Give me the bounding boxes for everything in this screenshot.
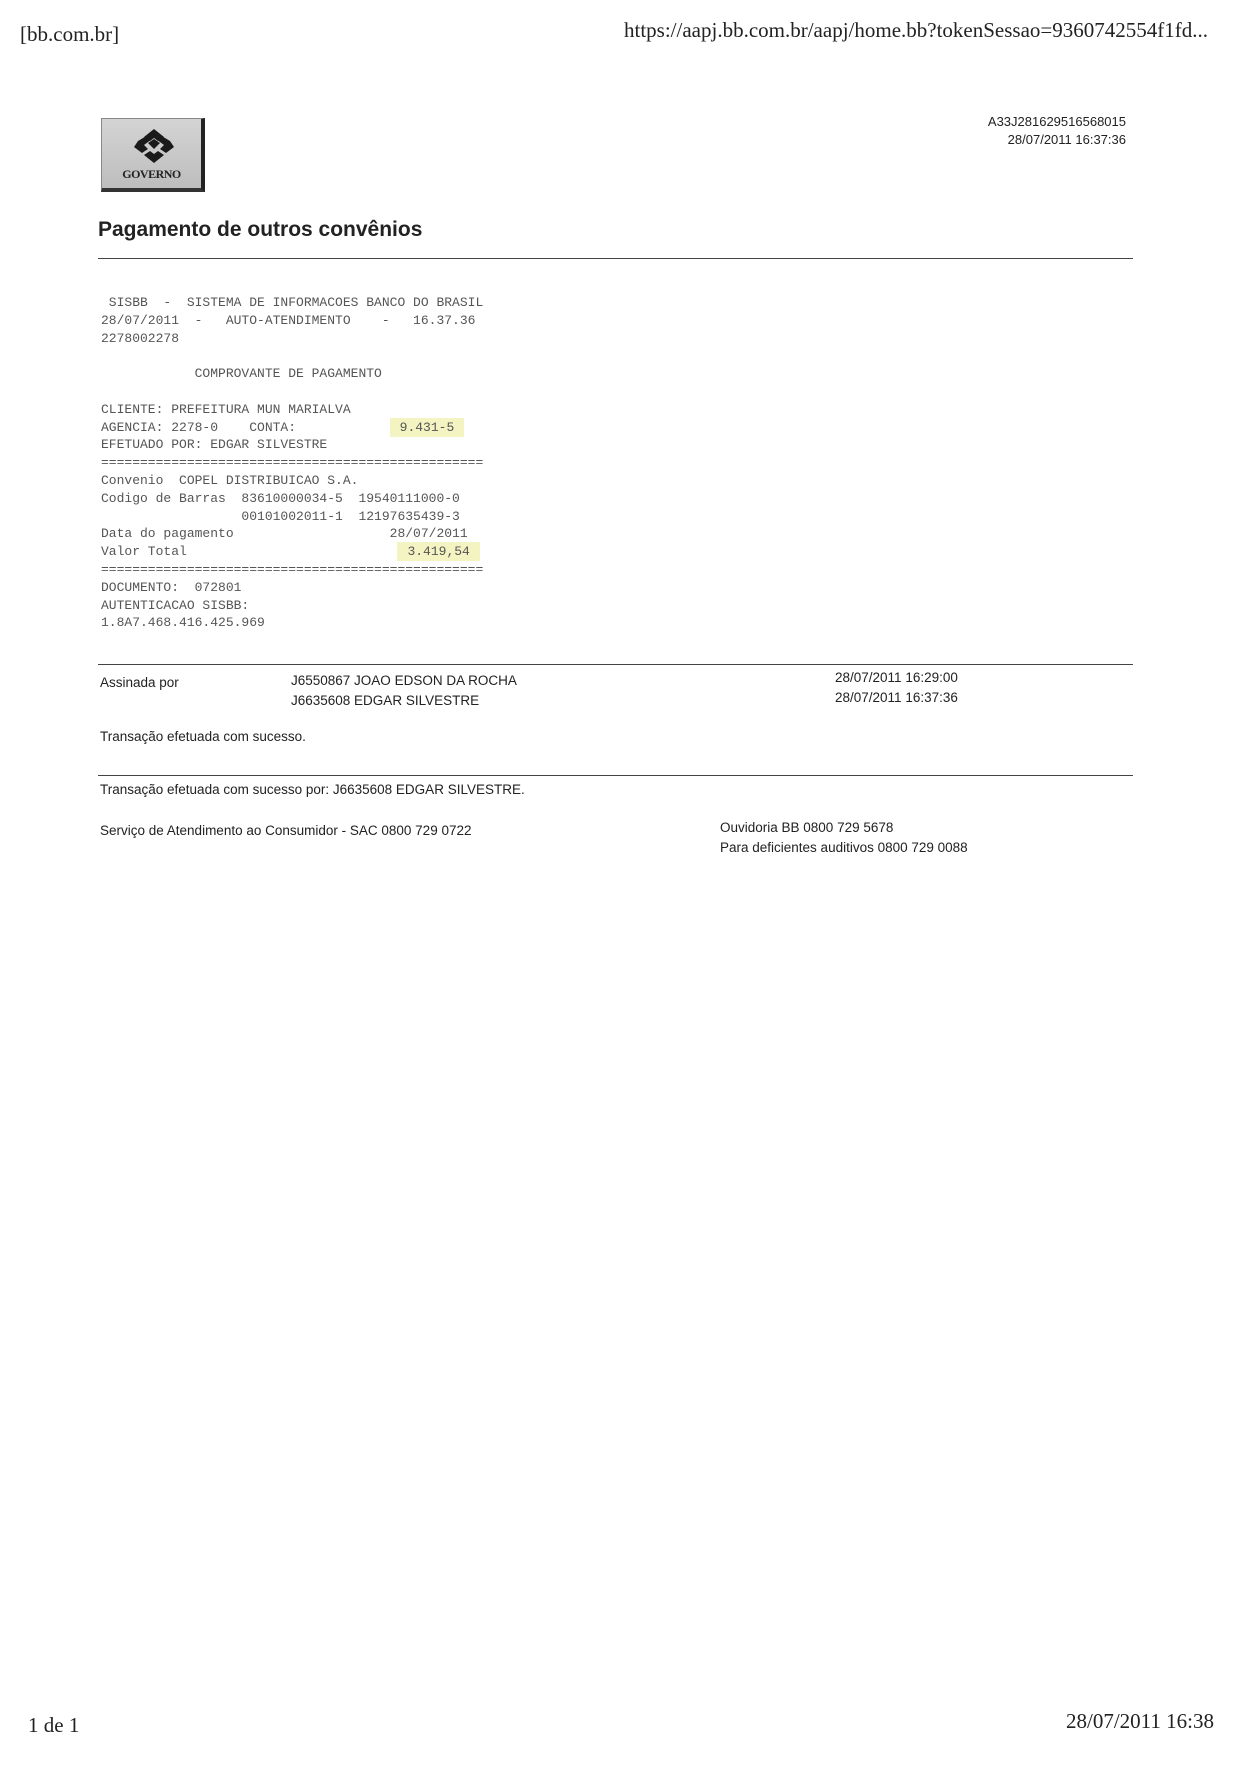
- receipt-total-line: [101, 543, 483, 561]
- signer-2-datetime: 28/07/2011 16:37:36: [835, 690, 958, 705]
- receipt-total-value: 3.419,54: [397, 542, 479, 561]
- signer-1: J6550867 JOAO EDSON DA ROCHA: [291, 673, 517, 688]
- receipt-separator: =================================================: [101, 561, 484, 577]
- receipt-separator: =================================================: [101, 455, 484, 471]
- receipt-payment-date: Data do pagamento 28/07/2011: [101, 526, 468, 542]
- transaction-code: A33J281629516568015: [987, 114, 1126, 129]
- status-divider: [98, 775, 1133, 776]
- bank-logo: [101, 118, 205, 192]
- receipt-heading: COMPROVANTE DE PAGAMENTO: [101, 366, 382, 382]
- transaction-datetime: 28/07/2011 16:37:36: [1007, 132, 1126, 147]
- banco-do-brasil-logo-icon: [134, 127, 174, 165]
- receipt-date-line: 28/07/2011 - AUTO-ATENDIMENTO - 16.37.36: [101, 312, 476, 328]
- sac-contact: Serviço de Atendimento ao Consumidor - SAC 0800 729 0722: [100, 823, 472, 838]
- receipt-system-line: SISBB - SISTEMA DE INFORMACOES BANCO DO BRASIL: [101, 295, 484, 310]
- success-message: Transação efetuada com sucesso.: [100, 729, 306, 744]
- receipt-account-line: [101, 419, 483, 437]
- receipt-authentication-code: 1.8A7.468.416.425.969: [101, 615, 265, 631]
- payment-receipt: [101, 294, 483, 632]
- signatures-divider: [98, 664, 1133, 665]
- receipt-account-number: 9.431-5: [390, 418, 465, 437]
- receipt-total-label: Valor Total: [101, 544, 398, 560]
- receipt-barcode-line-2: 00101002011-1 12197635439-3: [101, 508, 460, 524]
- receipt-document: DOCUMENTO: 072801: [101, 579, 242, 595]
- print-footer-datetime: 28/07/2011 16:38: [1066, 1709, 1214, 1733]
- receipt-authentication-label: AUTENTICACAO SISBB:: [101, 597, 250, 613]
- document-meta: [988, 113, 1126, 149]
- receipt-client: CLIENTE: PREFEITURA MUN MARIALVA: [101, 401, 351, 417]
- print-footer-page: 1 de 1: [28, 1713, 80, 1737]
- receipt-terminal-line: 2278002278: [101, 330, 180, 346]
- title-divider: [98, 258, 1133, 259]
- receipt-agency: AGENCIA: 2278-0 CONTA:: [101, 419, 390, 435]
- signer-2: J6635608 EDGAR SILVESTRE: [291, 693, 480, 708]
- success-by-message: Transação efetuada com sucesso por: J6635608 EDGAR SILVESTRE.: [100, 782, 525, 797]
- ouvidoria-contact: Ouvidoria BB 0800 729 5678: [720, 820, 894, 835]
- logo-label: GOVERNO: [122, 167, 181, 181]
- print-header-site: [bb.com.br]: [20, 22, 120, 46]
- print-header-url: https://aapj.bb.com.br/aapj/home.bb?tokenSessao=9360742554f1fd...: [624, 18, 1208, 42]
- signed-by-label: Assinada por: [100, 675, 179, 690]
- receipt-agreement: Convenio COPEL DISTRIBUICAO S.A.: [101, 472, 359, 488]
- receipt-barcode-line-1: Codigo de Barras 83610000034-5 19540111000-0: [101, 490, 460, 506]
- receipt-performed-by: EFETUADO POR: EDGAR SILVESTRE: [101, 437, 328, 453]
- page-title: Pagamento de outros convênios: [98, 218, 423, 241]
- hearing-impaired-contact: Para deficientes auditivos 0800 729 0088: [720, 840, 968, 855]
- signer-1-datetime: 28/07/2011 16:29:00: [835, 670, 958, 685]
